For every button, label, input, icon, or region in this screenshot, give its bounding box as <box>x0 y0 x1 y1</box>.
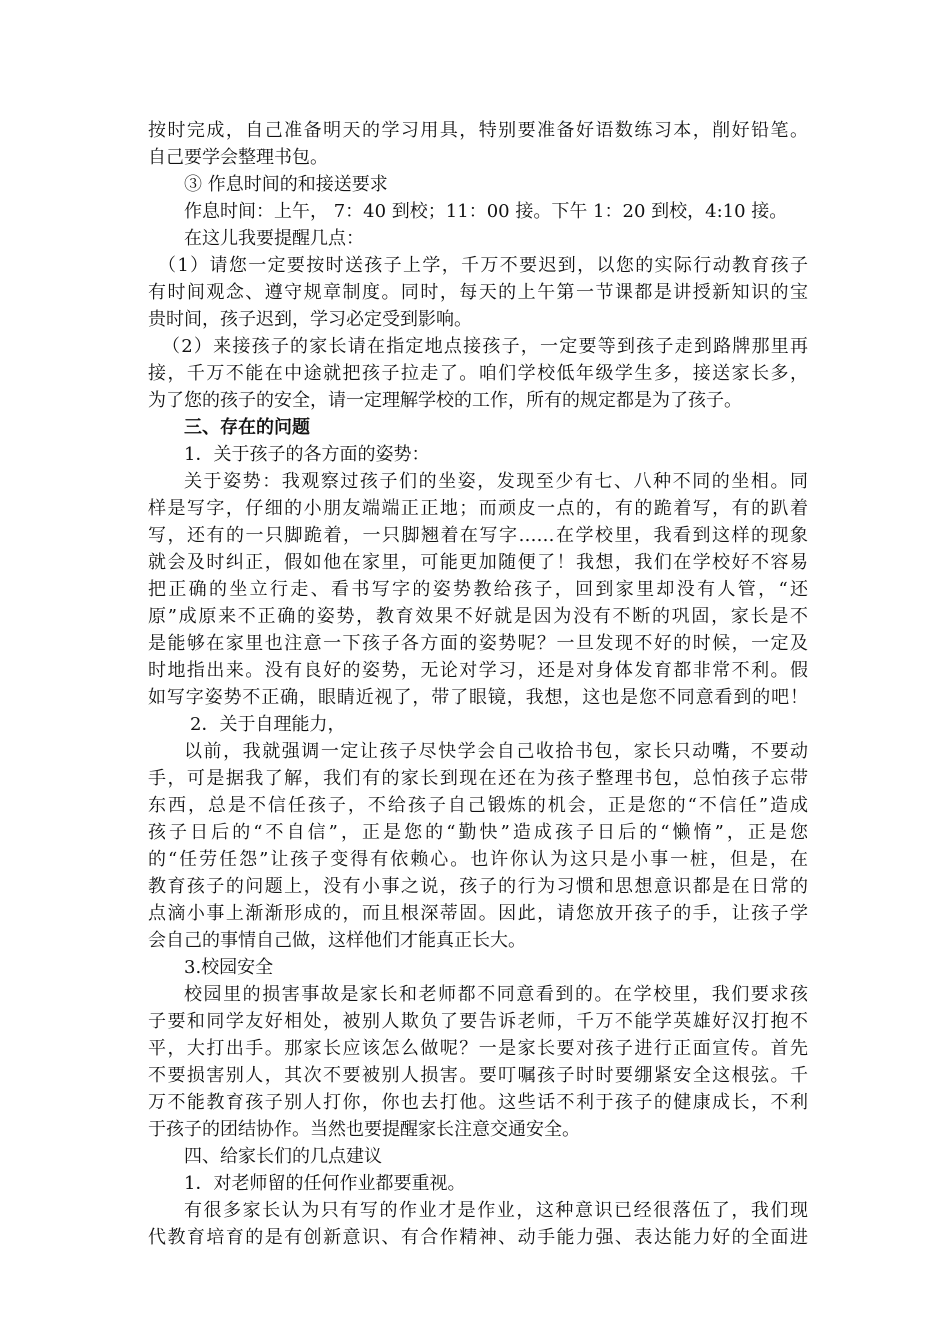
text-line: 就会及时纠正，假如他在家里，可能更加随便了！我想，我们在学校好不容易 <box>148 552 808 573</box>
schedule-line: 作息时间：上午， 7：40 到校；11：00 接。下午 1：20 到校，4:10 接。 <box>184 201 788 222</box>
section-heading: 四、给家长们的几点建议 <box>184 1146 382 1167</box>
text-line: 把正确的坐立行走、看书写字的姿势教给孩子，回到家里却没有人管，“还 <box>148 579 808 600</box>
text-line: 为了您的孩子的安全，请一定理解学校的工作，所有的规定都是为了孩子。 <box>148 390 742 411</box>
text-line: 关于姿势：我观察过孩子们的坐姿，发现至少有七、八种不同的坐相。同 <box>184 471 808 492</box>
text-line: 有很多家长认为只有写的作业才是作业，这种意识已经很落伍了，我们现 <box>184 1200 808 1221</box>
text-line: 会自己的事情自己做，这样他们才能真正长大。 <box>148 930 526 951</box>
text-line: 在这儿我要提醒几点： <box>184 228 364 249</box>
text-line: 如写字姿势不正确，眼睛近视了，带了眼镜，我想，这也是您不同意看到的吧！ <box>148 687 808 708</box>
subheading: 2．关于自理能力， <box>190 714 346 735</box>
text-line: 不要损害别人，其次不要被别人损害。要叮嘱孩子时时要绷紧安全这根弦。千 <box>148 1065 808 1086</box>
text-line: 按时完成，自己准备明天的学习用具，特别要准备好语数练习本，削好铅笔。 <box>148 120 808 141</box>
subheading: 1．对老师留的任何作业都要重视。 <box>184 1173 466 1194</box>
text-line: 的“任劳任怨”让孩子变得有依赖心。也许你认为这只是小事一桩，但是，在 <box>148 849 808 870</box>
subheading: 3.校园安全 <box>184 957 274 978</box>
text-line: 子要和同学友好相处，被别人欺负了要告诉老师，千万不能学英雄好汉打抱不 <box>148 1011 808 1032</box>
section-heading: 三、存在的问题 <box>184 417 310 438</box>
text-line: 贵时间，孩子迟到，学习必定受到影响。 <box>148 309 472 330</box>
text-line: 有时间观念、遵守规章制度。同时，每天的上午第一节课都是讲授新知识的宝 <box>148 282 808 303</box>
text-line: 孩子日后的“不自信”，正是您的“勤快”造成孩子日后的“懒惰”，正是您 <box>148 822 808 843</box>
text-line: 自己要学会整理书包。 <box>148 147 328 168</box>
text-line: 写，还有的一只脚跪着，一只脚翘着在写字……在学校里，我看到这样的现象 <box>148 525 808 546</box>
subheading: ③ 作息时间的和接送要求 <box>184 174 388 195</box>
text-line: 万不能教育孩子别人打你，你也去打他。这些话不利于孩子的健康成长，不利 <box>148 1092 808 1113</box>
text-line: 以前，我就强调一定让孩子尽快学会自己收拾书包，家长只动嘴，不要动 <box>184 741 808 762</box>
text-line: 接，千万不能在中途就把孩子拉走了。咱们学校低年级学生多，接送家长多， <box>148 363 808 384</box>
text-line: （1）请您一定要按时送孩子上学，千万不要迟到，以您的实际行动教育孩子 <box>158 255 808 276</box>
text-line: 代教育培育的是有创新意识、有合作精神、动手能力强、表达能力好的全面进 <box>148 1227 808 1248</box>
text-line: 时地指出来。没有良好的姿势，无论对学习，还是对身体发育都非常不利。假 <box>148 660 808 681</box>
text-line: （2）来接孩子的家长请在指定地点接孩子，一定要等到孩子走到路牌那里再 <box>162 336 808 357</box>
text-line: 原”成原来不正确的姿势，教育效果不好就是因为没有不断的巩固，家长是不 <box>148 606 808 627</box>
text-line: 平，大打出手。那家长应该怎么做呢？一是家长要对孩子进行正面宣传。首先 <box>148 1038 808 1059</box>
text-line: 校园里的损害事故是家长和老师都不同意看到的。在学校里，我们要求孩 <box>184 984 808 1005</box>
subheading: 1．关于孩子的各方面的姿势： <box>184 444 430 465</box>
text-line: 东西，总是不信任孩子，不给孩子自己锻炼的机会，正是您的“不信任”造成 <box>148 795 808 816</box>
text-line: 是能够在家里也注意一下孩子各方面的姿势呢？一旦发现不好的时候，一定及 <box>148 633 808 654</box>
text-line: 点滴小事上渐渐形成的，而且根深蒂固。因此，请您放开孩子的手，让孩子学 <box>148 903 808 924</box>
text-line: 样是写字，仔细的小朋友端端正正地；而顽皮一点的，有的跪着写，有的趴着 <box>148 498 808 519</box>
text-line: 教育孩子的问题上，没有小事之说，孩子的行为习惯和思想意识都是在日常的 <box>148 876 808 897</box>
text-line: 手，可是据我了解，我们有的家长到现在还在为孩子整理书包，总怕孩子忘带 <box>148 768 808 789</box>
text-line: 于孩子的团结协作。当然也要提醒家长注意交通安全。 <box>148 1119 580 1140</box>
